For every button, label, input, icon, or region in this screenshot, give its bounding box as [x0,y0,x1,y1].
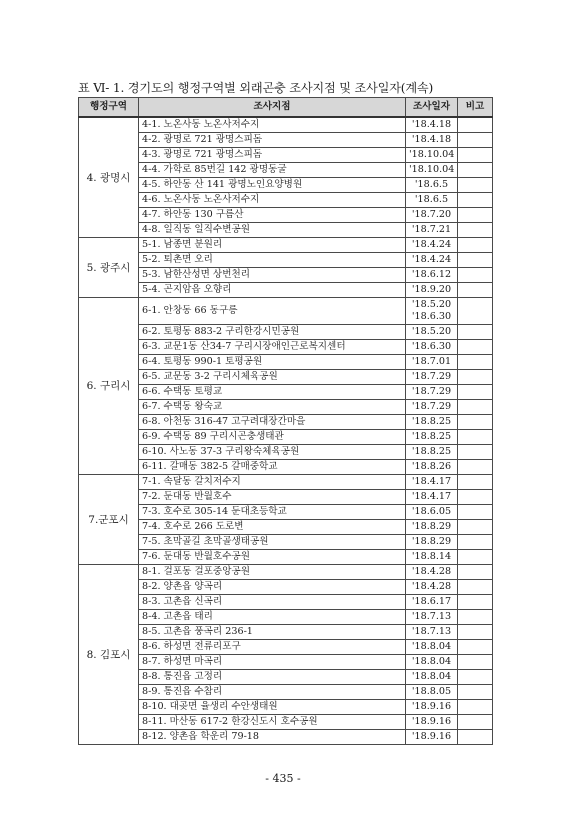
header-region: 행정구역 [79,98,139,118]
table-row [79,535,493,550]
header-note: 비고 [458,98,493,118]
site-cell: 8-2. 양촌읍 양곡리 [139,580,406,595]
region-cell: 8. 김포시 [79,565,139,745]
date-value: '18.6.5 [414,194,449,205]
date-cell [406,325,458,340]
date-cell [406,133,458,148]
date-value: '18.10.04 [409,164,455,175]
date-cell [406,415,458,430]
note-cell [458,238,493,253]
note-cell [458,580,493,595]
page-number: - 435 - [265,772,301,785]
site-cell: 5-2. 퇴촌면 오리 [139,253,406,268]
site-cell: 8-6. 하성면 전류리포구 [139,640,406,655]
date-value: '18.4.24 [411,239,452,250]
date-value: '18.8.25 [411,416,452,427]
date-cell [406,117,458,133]
site-cell: 6-9. 수택동 89 구리시곤충생태관 [139,430,406,445]
note-cell [458,655,493,670]
site-cell: 8-9. 통진읍 수참리 [139,685,406,700]
note-cell [458,610,493,625]
table-row [79,415,493,430]
header-site: 조사지점 [139,98,406,118]
table-row [79,640,493,655]
date-cell [406,520,458,535]
site-cell: 6-1. 안창동 66 동구릉 [139,298,406,325]
date-cell [406,283,458,298]
site-cell: 6-5. 교문동 3-2 구리시체육공원 [139,370,406,385]
table-row [79,595,493,610]
date-value: '18.7.13 [411,626,452,637]
table-row [79,370,493,385]
date-value: '18.7.21 [411,224,452,235]
date-cell [406,253,458,268]
date-value: '18.4.24 [411,254,452,265]
table-row [79,117,493,133]
date-cell [406,385,458,400]
site-cell: 8-1. 걸포동 걸포중앙공원 [139,565,406,580]
site-cell: 4-8. 일직동 일직수변공원 [139,223,406,238]
site-cell: 8-7. 하성면 마곡리 [139,655,406,670]
date-cell [406,208,458,223]
site-cell: 4-5. 하안동 산 141 광명노인요양병원 [139,178,406,193]
site-cell: 8-8. 통진읍 고정리 [139,670,406,685]
date-cell [406,163,458,178]
date-value: '18.4.28 [411,566,452,577]
note-cell [458,340,493,355]
site-cell: 4-4. 가학로 85번길 142 광명동굴 [139,163,406,178]
note-cell [458,550,493,565]
date-cell [406,595,458,610]
site-cell: 8-12. 양촌읍 학운리 79-18 [139,730,406,745]
date-cell [406,340,458,355]
table-row [79,133,493,148]
note-cell [458,475,493,490]
date-value: '18.5.20 [411,299,452,310]
date-value: '18.8.29 [411,521,452,532]
header-date: 조사일자 [406,98,458,118]
date-cell [406,565,458,580]
date-value: '18.6.30 [411,311,452,322]
date-value: '18.9.16 [411,701,452,712]
note-cell [458,325,493,340]
table-row [79,685,493,700]
date-value: '18.9.16 [411,731,452,742]
date-cell [406,238,458,253]
date-value: '18.9.20 [411,284,452,295]
site-cell: 7-1. 속달동 갈치저수지 [139,475,406,490]
site-cell: 5-1. 남종면 분원리 [139,238,406,253]
table-row [79,460,493,475]
table-row [79,163,493,178]
note-cell [458,730,493,745]
date-cell [406,640,458,655]
note-cell [458,670,493,685]
table-body [79,117,493,745]
date-value: '18.6.5 [414,179,449,190]
note-cell [458,640,493,655]
table-row [79,325,493,340]
date-cell [406,460,458,475]
table-row [79,505,493,520]
date-cell [406,580,458,595]
table-row [79,730,493,745]
table-row [79,253,493,268]
note-cell [458,253,493,268]
note-cell [458,208,493,223]
date-cell [406,535,458,550]
table-row [79,208,493,223]
table-row [79,625,493,640]
table-caption: 표 Ⅵ- 1. 경기도의 행정구역별 외래곤충 조사지점 및 조사일자(계속) [78,81,434,95]
date-value: '18.6.30 [411,341,452,352]
date-cell [406,610,458,625]
note-cell [458,223,493,238]
site-cell: 8-3. 고촌읍 신곡리 [139,595,406,610]
region-cell: 5. 광주시 [79,238,139,298]
survey-table [78,97,493,745]
date-value: '18.7.20 [411,209,452,220]
site-cell: 4-1. 노온사동 노온사저수지 [139,117,406,133]
date-cell [406,148,458,163]
date-cell [406,178,458,193]
note-cell [458,445,493,460]
site-cell: 4-6. 노온사동 노온사저수지 [139,193,406,208]
site-cell: 6-2. 토평동 883-2 구리한강시민공원 [139,325,406,340]
date-value: '18.6.12 [411,269,452,280]
table-row [79,238,493,253]
date-cell [406,223,458,238]
date-cell [406,505,458,520]
region-cell: 7.군포시 [79,475,139,565]
site-cell: 5-3. 남한산성면 상번천리 [139,268,406,283]
table-row [79,178,493,193]
site-cell: 8-5. 고촌읍 풍곡리 236-1 [139,625,406,640]
table-row [79,430,493,445]
site-cell: 7-2. 둔대동 반월호수 [139,490,406,505]
note-cell [458,178,493,193]
date-value: '18.4.28 [411,581,452,592]
table-row [79,148,493,163]
site-cell: 6-7. 수택동 왕숙교 [139,400,406,415]
note-cell [458,400,493,415]
site-cell: 8-11. 마산동 617-2 한강신도시 호수공원 [139,715,406,730]
table-row [79,400,493,415]
date-value: '18.4.17 [411,476,452,487]
date-value: '18.6.17 [411,596,452,607]
note-cell [458,460,493,475]
region-cell: 4. 광명시 [79,117,139,238]
table-row [79,385,493,400]
date-cell [406,550,458,565]
note-cell [458,625,493,640]
table-row [79,223,493,238]
date-value: '18.10.04 [409,149,455,160]
note-cell [458,565,493,580]
table-row [79,340,493,355]
note-cell [458,505,493,520]
date-cell [406,715,458,730]
table-row [79,610,493,625]
site-cell: 8-10. 대곶면 율생리 수안생태원 [139,700,406,715]
date-cell [406,670,458,685]
note-cell [458,700,493,715]
table-row [79,550,493,565]
table-row [79,715,493,730]
date-cell [406,490,458,505]
region-cell: 6. 구리시 [79,298,139,475]
site-cell: 6-6. 수택동 토평교 [139,385,406,400]
date-value: '18.7.01 [411,356,452,367]
note-cell [458,117,493,133]
date-value: '18.5.20 [411,326,452,337]
date-value: '18.7.29 [411,371,452,382]
date-value: '18.4.18 [411,119,452,130]
date-value: '18.4.17 [411,491,452,502]
date-value: '18.7.13 [411,611,452,622]
date-value: '18.8.04 [411,656,452,667]
note-cell [458,385,493,400]
site-cell: 5-4. 곤지암읍 오향리 [139,283,406,298]
note-cell [458,355,493,370]
date-cell [406,445,458,460]
table-row [79,298,493,325]
table-row [79,580,493,595]
date-value: '18.8.25 [411,431,452,442]
table-row [79,565,493,580]
table-header-row [79,98,493,118]
date-value: '18.8.14 [411,551,452,562]
table-row [79,700,493,715]
site-cell: 6-3. 교문1동 산34-7 구리시장애인근로복지센터 [139,340,406,355]
note-cell [458,283,493,298]
note-cell [458,163,493,178]
site-cell: 6-11. 갈매동 382-5 갈매중학교 [139,460,406,475]
date-cell [406,355,458,370]
site-cell: 7-5. 초막골길 초막골생태공원 [139,535,406,550]
table-row [79,283,493,298]
site-cell: 7-3. 호수로 305-14 둔대초등학교 [139,505,406,520]
date-cell [406,400,458,415]
date-value: '18.7.29 [411,386,452,397]
table-row [79,445,493,460]
site-cell: 7-6. 둔대동 반월호수공원 [139,550,406,565]
site-cell: 6-10. 사노동 37-3 구리왕숙체육공원 [139,445,406,460]
date-cell [406,685,458,700]
date-value: '18.8.05 [411,686,452,697]
date-cell [406,730,458,745]
note-cell [458,415,493,430]
date-value: '18.8.25 [411,446,452,457]
table-row [79,655,493,670]
note-cell [458,715,493,730]
date-value: '18.4.18 [411,134,452,145]
date-value: '18.9.16 [411,716,452,727]
date-cell [406,298,458,325]
table-row [79,475,493,490]
note-cell [458,490,493,505]
table-row [79,670,493,685]
site-cell: 6-4. 토평동 990-1 토평공원 [139,355,406,370]
date-value: '18.8.29 [411,536,452,547]
date-cell [406,268,458,283]
date-cell [406,625,458,640]
site-cell: 6-8. 아천동 316-47 고구려대장간마을 [139,415,406,430]
site-cell: 4-7. 하안동 130 구름산 [139,208,406,223]
note-cell [458,685,493,700]
note-cell [458,193,493,208]
note-cell [458,268,493,283]
date-cell [406,193,458,208]
table-row [79,268,493,283]
table-row [79,355,493,370]
date-cell [406,430,458,445]
site-cell: 7-4. 호수로 266 도로변 [139,520,406,535]
site-cell: 4-3. 광명로 721 광명스피돔 [139,148,406,163]
table-row [79,193,493,208]
note-cell [458,370,493,385]
note-cell [458,520,493,535]
table-row [79,520,493,535]
date-cell [406,475,458,490]
note-cell [458,298,493,325]
note-cell [458,595,493,610]
date-value: '18.8.04 [411,671,452,682]
date-value: '18.7.29 [411,401,452,412]
date-value: '18.8.26 [411,461,452,472]
table-row [79,490,493,505]
note-cell [458,148,493,163]
date-cell [406,370,458,385]
date-value: '18.6.05 [411,506,452,517]
site-cell: 8-4. 고촌읍 태리 [139,610,406,625]
date-value: '18.8.04 [411,641,452,652]
note-cell [458,430,493,445]
date-cell [406,655,458,670]
note-cell [458,133,493,148]
date-cell [406,700,458,715]
note-cell [458,535,493,550]
site-cell: 4-2. 광명로 721 광명스피돔 [139,133,406,148]
